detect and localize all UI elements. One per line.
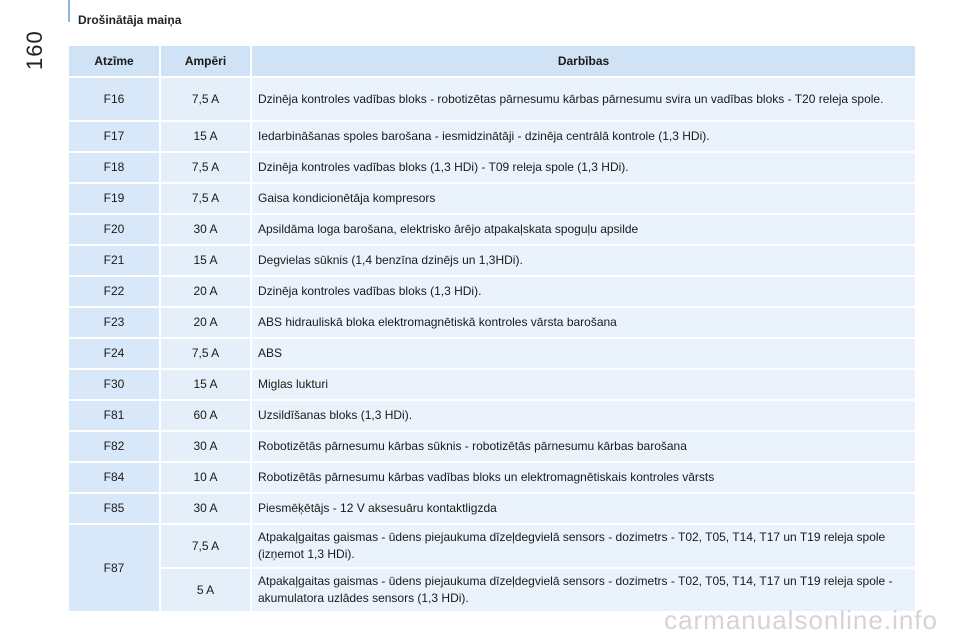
fuse-id: F21 [69, 245, 160, 276]
fuse-amps: 15 A [160, 121, 251, 152]
fuse-id: F20 [69, 214, 160, 245]
fuse-description: Robotizētās pārnesumu kārbas vadības bloks un elektromagnētiskais kontroles vārsts [251, 462, 916, 493]
header-amps: Ampēri [160, 46, 251, 77]
fuse-description: Dzinēja kontroles vadības bloks (1,3 HDi) - T09 releja spole (1,3 HDi). [251, 152, 916, 183]
table-row [69, 121, 916, 152]
fuse-amps: 10 A [160, 462, 251, 493]
fuse-description: Uzsildīšanas bloks (1,3 HDi). [251, 400, 916, 431]
fuse-description: Iedarbināšanas spoles barošana - iesmidzinātāji - dzinēja centrālā kontrole (1,3 HDi). [251, 121, 916, 152]
fuse-amps: 7,5 A [160, 524, 251, 568]
fuse-amps: 60 A [160, 400, 251, 431]
header-actions: Darbības [251, 46, 916, 77]
table-row [69, 524, 916, 568]
side-rule [68, 0, 70, 22]
table-row [69, 493, 916, 524]
fuse-description: Dzinēja kontroles vadības bloks (1,3 HDi). [251, 276, 916, 307]
table-row [69, 400, 916, 431]
page-number: 160 [22, 30, 47, 70]
fuse-description: Piesmēķētājs - 12 V aksesuāru kontaktligzda [251, 493, 916, 524]
fuse-id: F18 [69, 152, 160, 183]
table-row [69, 152, 916, 183]
fuse-amps: 30 A [160, 214, 251, 245]
table-row [69, 183, 916, 214]
fuse-amps: 7,5 A [160, 152, 251, 183]
fuse-description: Atpakaļgaitas gaismas - ūdens piejaukuma dīzeļdegvielā sensors - dozimetrs - T02, T05, T14, T17 un T19 releja spole - akumulatora uzlādes sensors (1,3 HDi). [251, 568, 916, 612]
fuse-id: F24 [69, 338, 160, 369]
table-row [69, 77, 916, 121]
header-fuse: Atzīme [69, 46, 160, 77]
fuse-id: F16 [69, 77, 160, 121]
fuse-description: Atpakaļgaitas gaismas - ūdens piejaukuma dīzeļdegvielā sensors - dozimetrs - T02, T05, T14, T17 un T19 releja spole (izņemot 1,3 HDi). [251, 524, 916, 568]
fuse-amps: 7,5 A [160, 77, 251, 121]
fuse-amps: 5 A [160, 568, 251, 612]
fuse-table [69, 46, 917, 613]
fuse-id: F17 [69, 121, 160, 152]
table-row [69, 214, 916, 245]
fuse-description: Gaisa kondicionētāja kompresors [251, 183, 916, 214]
fuse-id: F87 [69, 524, 160, 612]
table-row [69, 369, 916, 400]
fuse-id: F84 [69, 462, 160, 493]
fuse-description: Robotizētās pārnesumu kārbas sūknis - robotizētās pārnesumu kārbas barošana [251, 431, 916, 462]
fuse-id: F19 [69, 183, 160, 214]
fuse-description: ABS [251, 338, 916, 369]
fuse-description: Miglas lukturi [251, 369, 916, 400]
fuse-amps: 20 A [160, 276, 251, 307]
table-row [69, 276, 916, 307]
fuse-id: F22 [69, 276, 160, 307]
fuse-amps: 15 A [160, 245, 251, 276]
fuse-amps: 7,5 A [160, 183, 251, 214]
fuse-id: F30 [69, 369, 160, 400]
section-title: Drošinātāja maiņa [78, 13, 182, 27]
fuse-amps: 15 A [160, 369, 251, 400]
fuse-description: Dzinēja kontroles vadības bloks - robotizētas pārnesumu kārbas pārnesumu svira un vadības bloks - T20 releja spole. [251, 77, 916, 121]
table-row [69, 245, 916, 276]
fuse-description: ABS hidrauliskā bloka elektromagnētiskā kontroles vārsta barošana [251, 307, 916, 338]
fuse-id: F81 [69, 400, 160, 431]
watermark: carmanualsonline.info [664, 605, 938, 635]
fuse-amps: 7,5 A [160, 338, 251, 369]
table-header-row [69, 46, 916, 77]
table-row [69, 307, 916, 338]
fuse-amps: 30 A [160, 493, 251, 524]
fuse-description: Apsildāma loga barošana, elektrisko ārējo atpakaļskata spoguļu apsilde [251, 214, 916, 245]
fuse-id: F85 [69, 493, 160, 524]
table-row [69, 462, 916, 493]
fuse-description: Degvielas sūknis (1,4 benzīna dzinējs un 1,3HDi). [251, 245, 916, 276]
fuse-amps: 20 A [160, 307, 251, 338]
fuse-amps: 30 A [160, 431, 251, 462]
fuse-id: F23 [69, 307, 160, 338]
table-row [69, 338, 916, 369]
table-row [69, 431, 916, 462]
fuse-id: F82 [69, 431, 160, 462]
